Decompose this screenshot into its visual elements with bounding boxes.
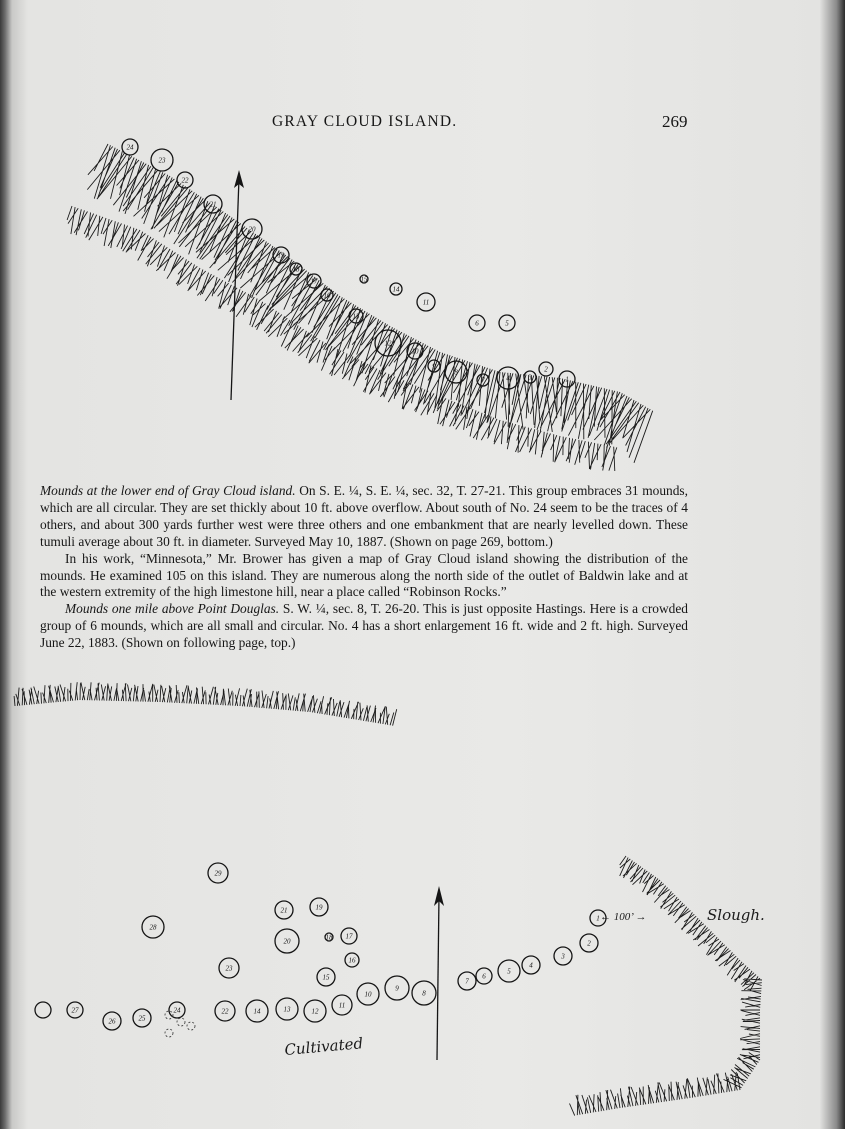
north-arrow — [231, 170, 244, 400]
bottom-mound-2 — [580, 934, 598, 952]
top-mound-20 — [242, 219, 262, 239]
top-mound-5 — [499, 315, 515, 331]
bottom-mound-23 — [219, 958, 239, 978]
mound-number: 27 — [71, 1006, 79, 1015]
mound-circle — [35, 1002, 51, 1018]
top-mound-23 — [151, 149, 173, 171]
mound-number: 5 — [505, 319, 509, 328]
mound-number: 1 — [565, 375, 569, 384]
mound-number: 7 — [481, 376, 485, 385]
slough-label: Slough. — [707, 906, 765, 924]
mound-number: 15 — [322, 973, 330, 982]
bottom-mound-24 — [169, 1002, 185, 1018]
bottom-mound-6 — [476, 968, 492, 984]
paragraph-3 — [40, 601, 688, 652]
top-mound-15 — [360, 275, 368, 284]
mound-number: 10 — [411, 347, 419, 356]
mound-number: 17 — [345, 932, 353, 941]
bottom-mound-19 — [310, 898, 328, 916]
bottom-mound-unlabeled — [35, 1002, 51, 1018]
mound-number: 1 — [596, 914, 600, 923]
bottom-mound-5 — [498, 960, 520, 982]
mound-number: 14 — [253, 1007, 261, 1016]
mound-number: 2 — [544, 365, 548, 374]
figure-bottom-mound-map — [0, 680, 845, 1129]
mound-number: 19 — [277, 251, 285, 260]
top-mound-2 — [539, 362, 553, 376]
mound-number: 21 — [209, 200, 217, 209]
mound-number: 7 — [465, 977, 469, 986]
paragraph-2 — [40, 551, 688, 602]
mound-number: 3 — [561, 952, 565, 961]
mound-number: 16 — [348, 956, 356, 965]
bottom-mound-27 — [67, 1002, 83, 1018]
mound-group-bottom — [35, 863, 606, 1030]
bottom-mound-7 — [458, 972, 476, 990]
bottom-mound-9 — [385, 976, 409, 1000]
bottom-mound-10 — [357, 983, 379, 1005]
mound-number: 18 — [325, 933, 333, 942]
mound-number: 16 — [323, 291, 331, 300]
top-mound-8 — [445, 361, 467, 383]
paragraph-3-lead: Mounds one mile above Point Douglas. — [65, 601, 280, 617]
mound-number: 19 — [315, 903, 323, 912]
bottom-mound-15 — [317, 968, 335, 986]
mound-number: 4 — [506, 374, 510, 383]
mound-number: 28 — [149, 923, 157, 932]
bottom-mound-18 — [325, 933, 333, 942]
mound-number: 12 — [384, 339, 392, 348]
mound-number: 26 — [108, 1017, 116, 1026]
mound-number: 4 — [529, 961, 533, 970]
mound-number: 13 — [283, 1005, 291, 1014]
bottom-mound-17 — [341, 928, 357, 944]
top-mound-22 — [177, 172, 193, 188]
paragraph-1-text: On S. E. ¼, S. E. ¼, sec. 32, T. 27-21. This group embraces 31 mounds, which are all circular. They are set thickly about 10 ft. above overflow. About south of No. 24 seem to be the traces of 4 others, and about 300 yards further west were three others and one embankment that are nearly levelled down. These tumuli average about 30 ft. in diameter. Surveyed May 10, 1887. (Shown on page 269, bottom.) — [40, 483, 688, 549]
mound-number: 6 — [482, 972, 486, 981]
mound-number: 21 — [280, 906, 288, 915]
top-mound-6 — [469, 315, 485, 331]
bottom-mound-4 — [522, 956, 540, 974]
bottom-mound-26 — [103, 1012, 121, 1030]
top-mound-14 — [390, 283, 402, 295]
top-mound-18 — [290, 263, 302, 275]
hatch-strokes — [87, 144, 652, 463]
page-number: 269 — [662, 112, 688, 131]
cultivated-label: Cultivated — [283, 1034, 364, 1059]
mound-number: 22 — [181, 176, 189, 185]
faint-traces — [165, 1011, 195, 1037]
mound-number: 13 — [352, 312, 360, 321]
paragraph-2-text: In his work, “Minnesota,” Mr. Brower has given a map of Gray Cloud island showing the distribution of the mounds. He examined 105 on this island. They are numerous along the north side of the outlet of Baldwin lake and at the western extremity of the high limestone hill, near a place called “Robinson Rocks.” — [40, 550, 688, 600]
distance-label: ← 100’ → — [600, 911, 647, 923]
hatch-strokes — [67, 206, 617, 471]
paragraph-1-lead: Mounds at the lower end of Gray Cloud island. — [40, 483, 296, 498]
mound-number: 5 — [507, 967, 511, 976]
mound-number: 20 — [283, 937, 291, 946]
bottom-mound-29 — [208, 863, 228, 883]
mound-number: 3 — [528, 373, 532, 382]
mound-number: 24 — [126, 143, 134, 152]
top-mound-11 — [417, 293, 435, 311]
mound-number: 24 — [173, 1006, 181, 1015]
paragraph-1 — [40, 483, 688, 551]
figure-top-mound-map — [0, 130, 845, 480]
bottom-mound-12 — [304, 1000, 326, 1022]
mound-number: 14 — [392, 285, 400, 294]
mound-number: 8 — [422, 989, 426, 998]
bottom-mound-14 — [246, 1000, 268, 1022]
mound-number: 9 — [395, 984, 399, 993]
mound-number: 11 — [422, 298, 430, 307]
hatch-strokes — [570, 856, 763, 1116]
body-text — [40, 483, 688, 652]
bottom-mound-21 — [275, 901, 293, 919]
mound-group-top — [122, 139, 575, 389]
top-mound-9 — [428, 360, 440, 372]
mound-number: 22 — [221, 1007, 229, 1016]
mound-number: 6 — [475, 319, 479, 328]
mound-number: 23 — [158, 156, 166, 165]
mound-number: 15 — [360, 275, 368, 284]
mound-number: 12 — [311, 1007, 319, 1016]
mound-number: 17 — [310, 277, 318, 286]
mound-number: 29 — [214, 869, 222, 878]
hatch-strokes — [14, 682, 397, 725]
bluff-hatching-bottom — [14, 682, 762, 1115]
page-title: GRAY CLOUD ISLAND. — [272, 113, 458, 130]
mound-number: 9 — [432, 362, 436, 371]
mound-number: 20 — [248, 225, 256, 234]
mound-number: 10 — [364, 990, 372, 999]
bluff-hatching — [67, 144, 653, 471]
bottom-mound-8 — [412, 981, 436, 1005]
mound-number: 11 — [338, 1001, 346, 1010]
top-mound-24 — [122, 139, 138, 155]
north-arrow-bottom — [434, 886, 444, 1060]
mound-number: 18 — [292, 265, 300, 274]
top-mound-16 — [321, 289, 333, 301]
paragraph-3-text: S. W. ¼, sec. 8, T. 26-20. This is just opposite Hastings. Here is a crowded group of 6 mounds, which are all small and circular. No. 4 has a short enlargement 16 ft. wide and 2 ft. high. Surveyed June 22, 1883. (Shown on following page, top.) — [40, 601, 688, 651]
bottom-mound-13 — [276, 998, 298, 1020]
bottom-mound-11 — [332, 995, 352, 1015]
mound-number: 25 — [138, 1014, 146, 1023]
bottom-mound-3 — [554, 947, 572, 965]
mound-number: 2 — [587, 939, 591, 948]
bottom-mound-25 — [133, 1009, 151, 1027]
bottom-mound-22 — [215, 1001, 235, 1021]
bottom-mound-28 — [142, 916, 164, 938]
bottom-mound-16 — [345, 953, 359, 967]
bottom-mound-20 — [275, 929, 299, 953]
mound-number: 23 — [225, 964, 233, 973]
mound-number: 8 — [454, 368, 458, 377]
